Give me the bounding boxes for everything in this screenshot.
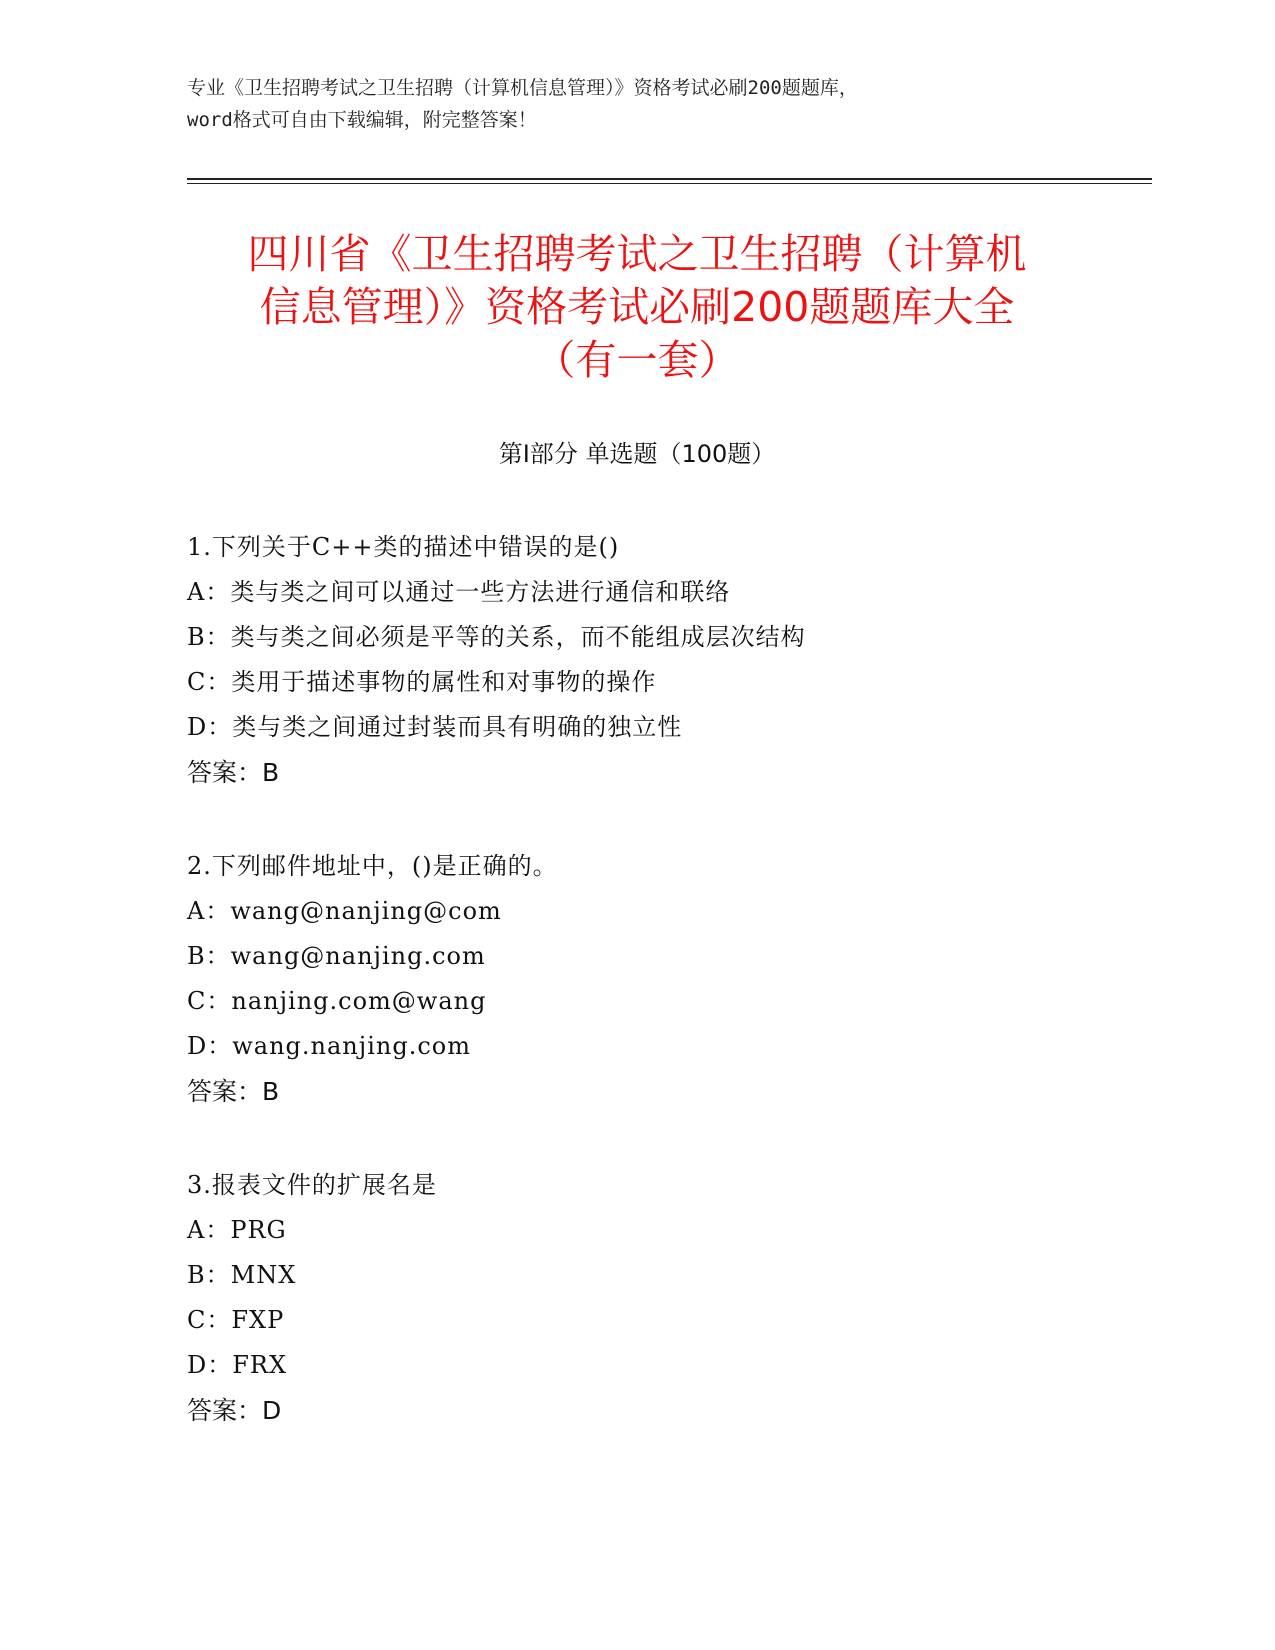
- document-title-line-2: 信息管理）》资格考试必刷200题题库大全: [259, 283, 1015, 331]
- answer-line: 答案：B: [187, 1077, 280, 1106]
- option-d: D：wang.nanjing.com: [187, 1032, 471, 1060]
- header-divider-thick: [187, 178, 1152, 180]
- option-b: B：wang@nanjing.com: [187, 942, 486, 970]
- question-stem: 3.报表文件的扩展名是: [187, 1171, 437, 1199]
- option-a: A：PRG: [187, 1216, 287, 1244]
- option-b: B：MNX: [187, 1261, 297, 1289]
- header-note-line-1: 专业《卫生招聘考试之卫生招聘（计算机信息管理）》资格考试必刷200题题库，: [187, 77, 858, 99]
- option-a: A：类与类之间可以通过一些方法进行通信和联络: [187, 578, 731, 606]
- option-c: C：类用于描述事物的属性和对事物的操作: [187, 668, 657, 696]
- header-divider-thin: [187, 183, 1152, 184]
- answer-line: 答案：B: [187, 758, 280, 787]
- option-d: D：类与类之间通过封装而具有明确的独立性: [187, 713, 683, 741]
- question-block: [187, 844, 1087, 1114]
- document-title-line-3: （有一套）: [534, 336, 740, 384]
- option-b: B：类与类之间必须是平等的关系，而不能组成层次结构: [187, 623, 806, 651]
- question-stem: 1.下列关于C++类的描述中错误的是(): [187, 533, 620, 561]
- answer-line: 答案：D: [187, 1396, 282, 1425]
- header-note: [187, 72, 1087, 136]
- section-heading: 第Ⅰ部分 单选题（100题）: [498, 440, 776, 468]
- option-a: A：wang@nanjing@com: [187, 897, 502, 925]
- question-block: [187, 525, 1087, 795]
- document-title-line-1: 四川省《卫生招聘考试之卫生招聘（计算机: [247, 230, 1027, 278]
- question-stem: 2.下列邮件地址中，()是正确的。: [187, 852, 558, 880]
- question-block: [187, 1163, 1087, 1433]
- option-c: C：FXP: [187, 1306, 285, 1334]
- document-title: [187, 228, 1087, 387]
- option-c: C：nanjing.com@wang: [187, 987, 487, 1015]
- header-note-line-2: word格式可自由下载编辑，附完整答案！: [187, 109, 537, 131]
- option-d: D：FRX: [187, 1351, 288, 1379]
